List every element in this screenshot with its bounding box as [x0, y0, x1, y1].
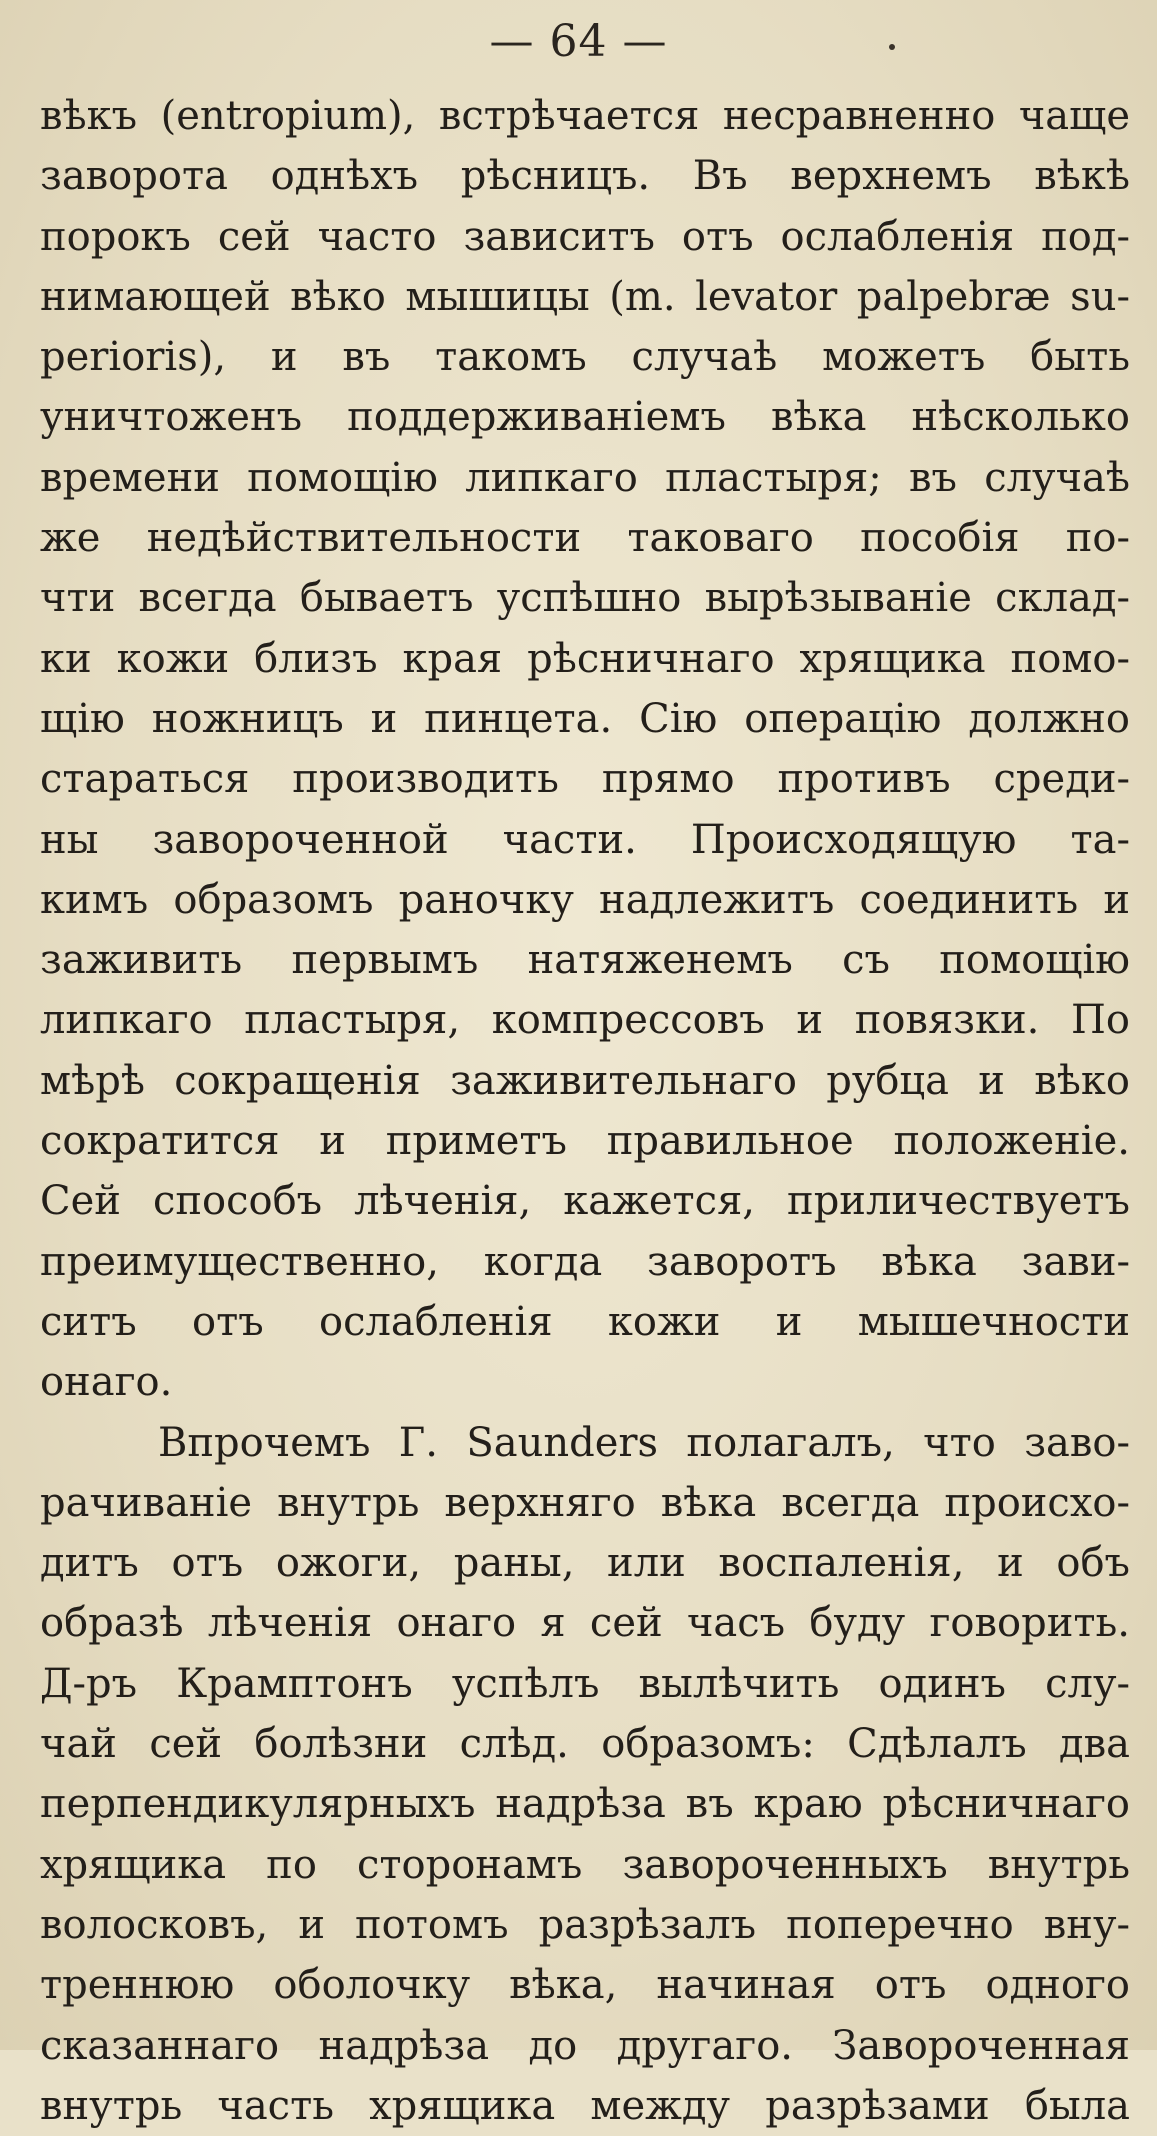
- text-line: вѣкъ (entropium), встрѣчается несравненно чаще: [40, 93, 1130, 139]
- text-line: Д-ръ Крамптонъ успѣлъ вылѣчить одинъ слу-: [40, 1660, 1130, 1707]
- text-line: заживить первымъ натяженемъ съ помощію: [40, 937, 1130, 984]
- text-line: перпендикулярныхъ надрѣза въ краю рѣсничнаго: [40, 1781, 1130, 1828]
- text-line: ситъ отъ ослабленія кожи и мышечности: [40, 1298, 1130, 1345]
- text-line: Впрочемъ Г. Saunders полагалъ, что заво-: [158, 1419, 1130, 1466]
- text-line: преимущественно, когда заворотъ вѣка зави-: [40, 1238, 1130, 1285]
- text-line: дитъ отъ ожоги, раны, или воспаленія, и объ: [40, 1540, 1130, 1587]
- body-text: [40, 86, 1130, 2136]
- text-line: порокъ сей часто зависитъ отъ ослабленія под-: [40, 213, 1130, 260]
- text-line: времени помощію липкаго пластыря; въ случаѣ: [40, 454, 1130, 501]
- text-line: волосковъ, и потомъ разрѣзалъ поперечно вну-: [40, 1901, 1130, 1948]
- text-line: образѣ лѣченія онаго я сей часъ буду говорить.: [40, 1600, 1130, 1647]
- text-line: треннюю оболочку вѣка, начиная отъ одного: [40, 1962, 1130, 2009]
- text-line: рачиваніе внутрь верхняго вѣка всегда происхо-: [40, 1479, 1130, 1526]
- text-line: же недѣйствительности таковаго пособія по-: [40, 515, 1130, 562]
- text-line: внутрь часть хрящика между разрѣзами была: [40, 2082, 1130, 2129]
- text-line: кимъ образомъ раночку надлежитъ соединить и: [40, 876, 1130, 923]
- text-line: perioris), и въ такомъ случаѣ можетъ быть: [40, 334, 1130, 381]
- text-line: липкаго пластыря, компрессовъ и повязки. По: [40, 997, 1130, 1044]
- page-number: — 64 —: [489, 16, 668, 67]
- text-line: щію ножницъ и пинцета. Сію операцію должно: [40, 695, 1130, 742]
- text-line: чти всегда бываетъ успѣшно вырѣзываніе склад-: [40, 575, 1130, 622]
- text-line: хрящика по сторонамъ завороченныхъ внутрь: [40, 1841, 1130, 1888]
- text-line: мѣрѣ сокращенія заживительнаго рубца и вѣко: [40, 1057, 1130, 1104]
- text-line: Сей способъ лѣченія, кажется, приличествуетъ: [40, 1178, 1130, 1225]
- text-line: уничтоженъ поддерживаніемъ вѣка нѣсколько: [40, 394, 1130, 441]
- text-line: онаго.: [40, 1359, 173, 1406]
- ink-speck: [889, 44, 895, 50]
- text-line: сказаннаго надрѣза до другаго. Завороченная: [40, 2022, 1130, 2069]
- text-line: заворота однѣхъ рѣсницъ. Въ верхнемъ вѣкѣ: [40, 153, 1130, 200]
- text-line: ки кожи близъ края рѣсничнаго хрящика помо-: [40, 635, 1130, 682]
- text-line: чай сей болѣзни слѣд. образомъ: Сдѣлалъ два: [40, 1721, 1130, 1768]
- text-line: нимающей вѣко мышицы (m. levator palpebræ su-: [40, 273, 1130, 320]
- text-line: сократится и приметъ правильное положеніе.: [40, 1118, 1130, 1165]
- text-line: ны завороченной части. Происходящую та-: [40, 816, 1130, 863]
- text-line: стараться производить прямо противъ среди-: [40, 756, 1130, 803]
